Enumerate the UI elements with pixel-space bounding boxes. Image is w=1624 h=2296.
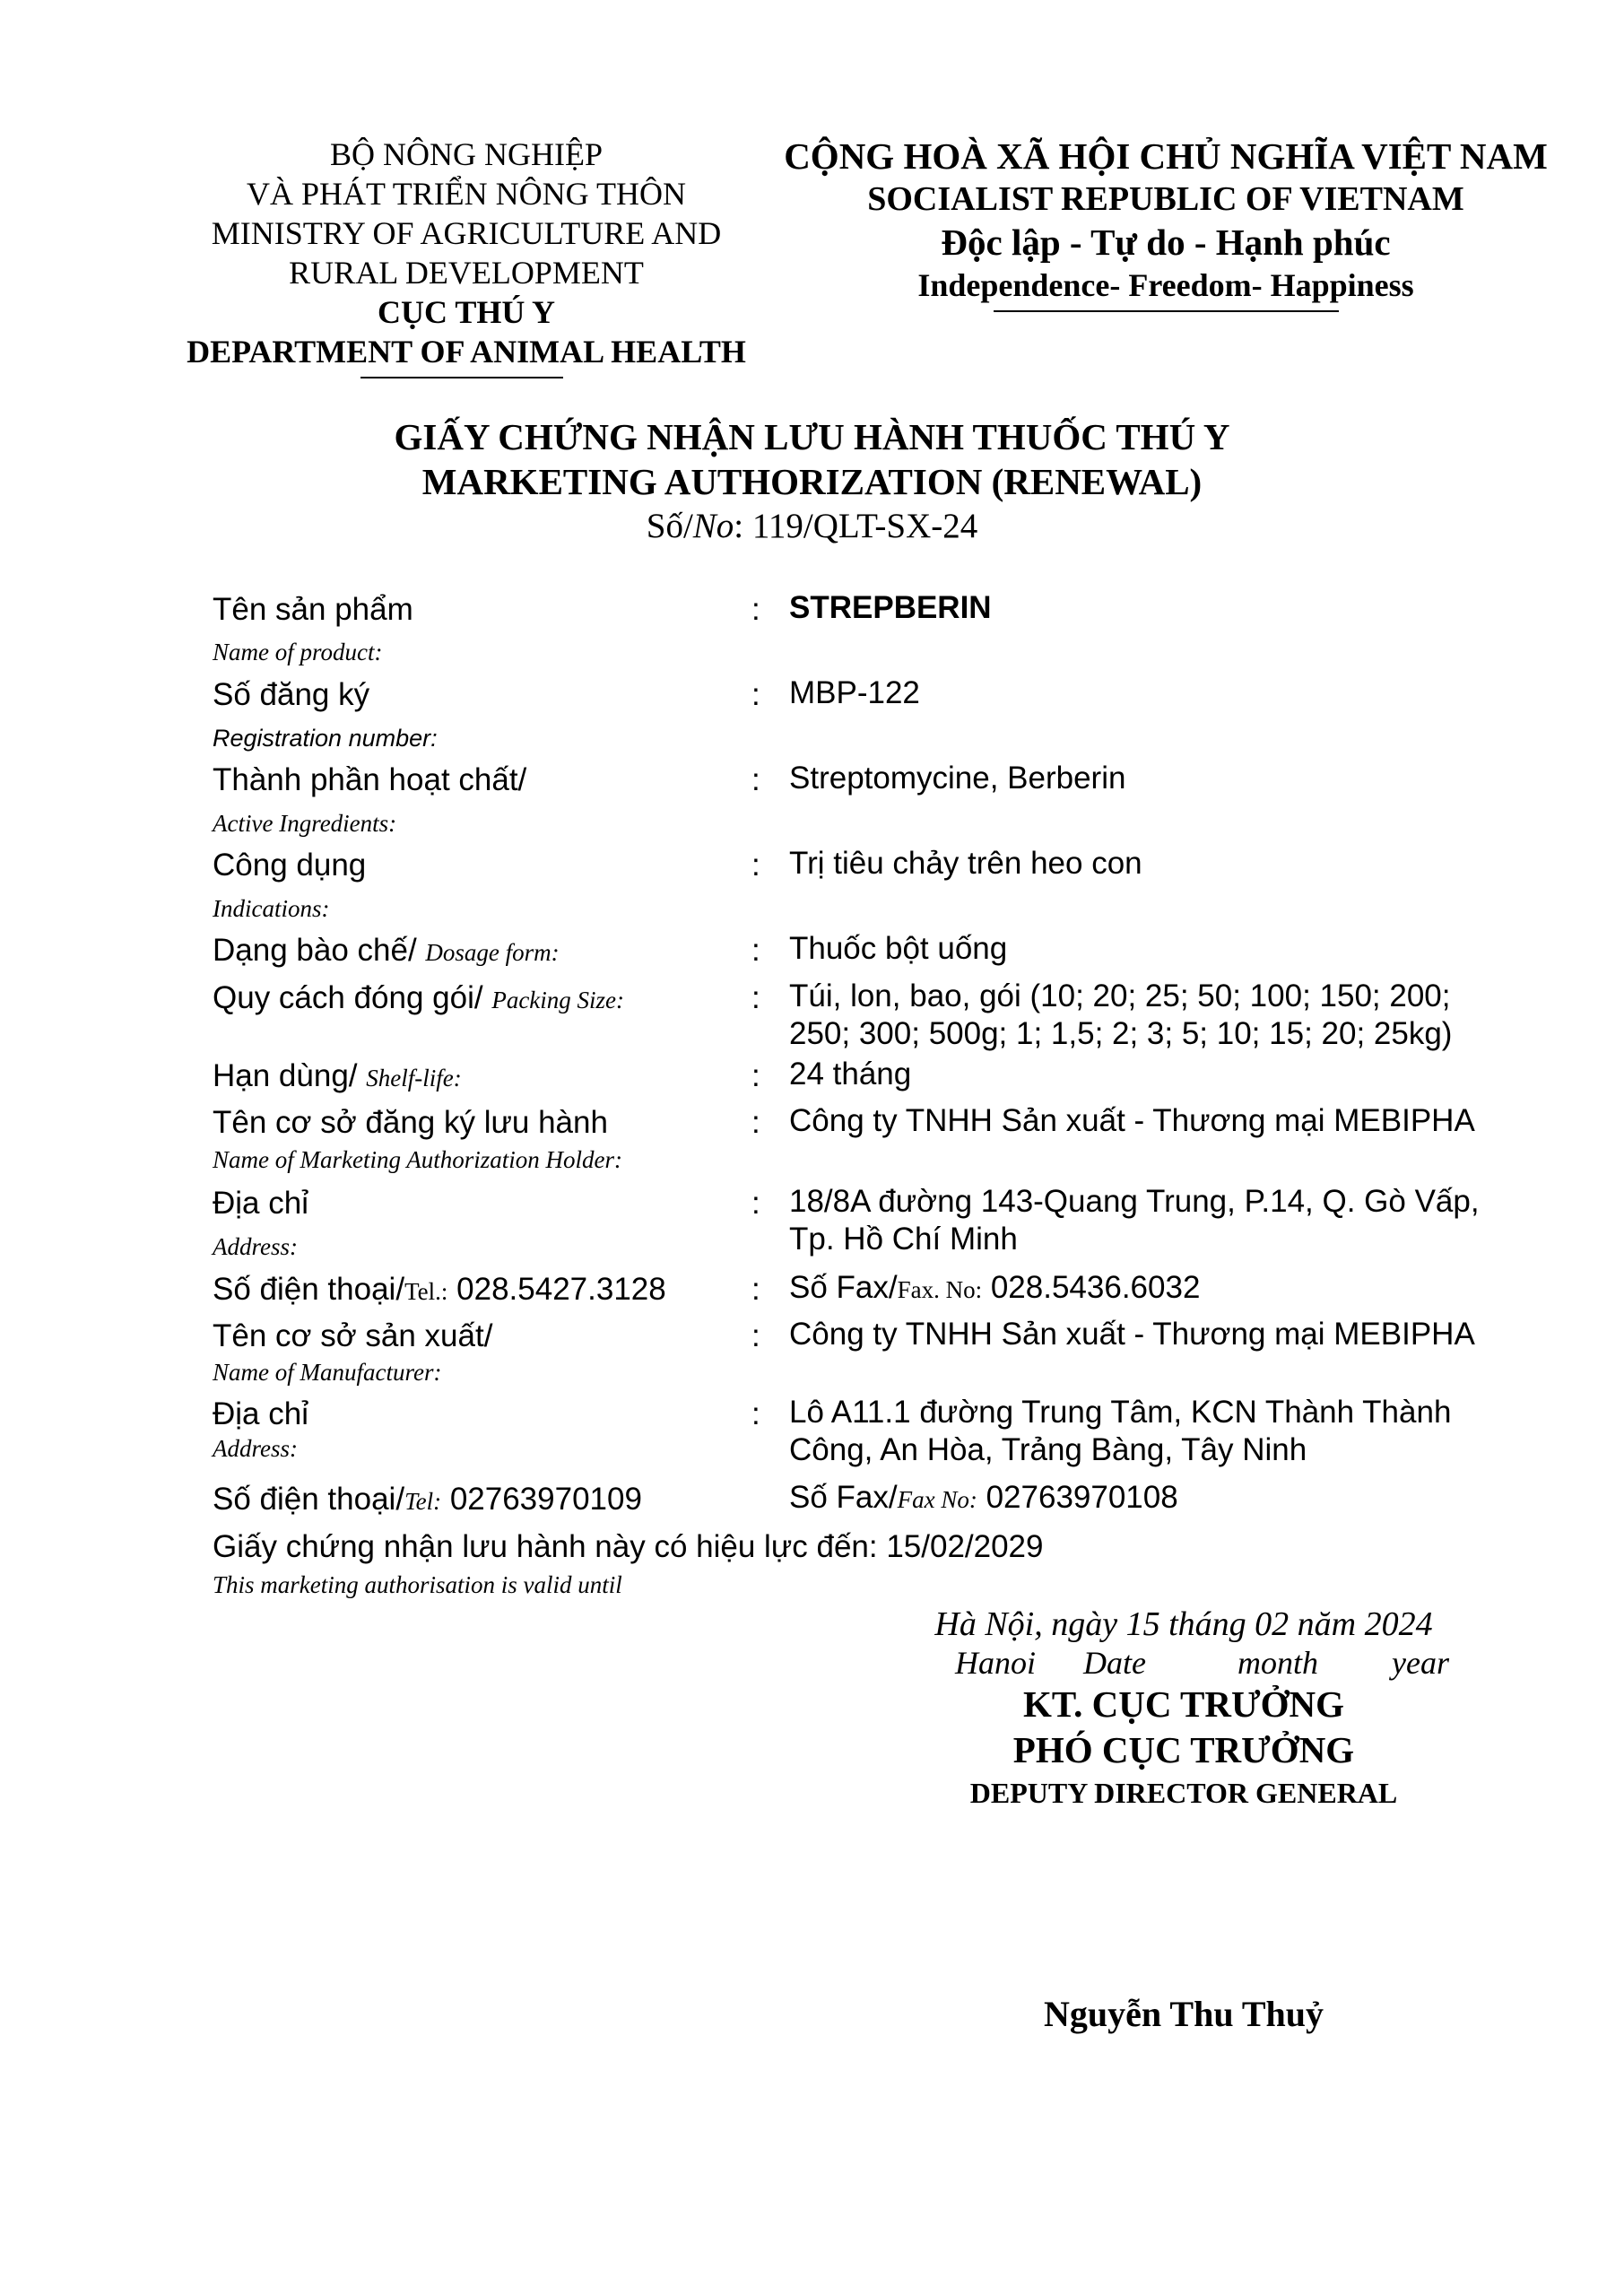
title-vi: GIẤY CHỨNG NHẬN LƯU HÀNH THUỐC THÚ Y (394, 416, 1230, 457)
motto-vi: Độc lập - Tự do - Hạnh phúc (941, 222, 1391, 263)
holder-phone-label-en: Tel.: (404, 1278, 448, 1305)
holder-phone-value: 028.5427.3128 (456, 1272, 666, 1307)
shelf-life-value: 24 tháng (789, 1057, 912, 1091)
packing-value (789, 978, 1452, 1053)
product-name-value: STREPBERIN (789, 590, 992, 625)
national-motto-block (780, 135, 1551, 307)
shelf-life-label-vi: Hạn dùng/ (213, 1058, 358, 1093)
manufacturer-phone-label-en: Tel: (404, 1488, 442, 1515)
dosage-form-value: Thuốc bột uống (789, 931, 1008, 966)
manufacturer-label: Tên cơ sở sản xuất/ (213, 1318, 493, 1353)
manufacturer-fax-label-en: Fax No: (897, 1486, 977, 1513)
holder-fax-value: 028.5436.6032 (990, 1270, 1201, 1305)
number-label-en: No (692, 507, 734, 545)
holder-fax-label-en: Fax. No: (897, 1276, 983, 1303)
holder-address-line-2: Tp. Hồ Chí Minh (789, 1222, 1018, 1257)
certificate-number (0, 504, 1624, 549)
date-en-year: year (1392, 1645, 1449, 1681)
colon: : (751, 1272, 760, 1307)
issuer-line-3: MINISTRY OF AGRICULTURE AND (211, 215, 722, 251)
registration-label: Số đăng ký (213, 677, 370, 712)
manufacturer-phone-label-vi: Số điện thoại/ (213, 1482, 405, 1517)
product-name-sublabel: Name of product: (213, 639, 383, 665)
issuer-block (161, 135, 771, 371)
dosage-form-label-vi: Dạng bào chế/ (213, 933, 417, 968)
manufacturer-address-value (789, 1394, 1451, 1469)
number-label-vi: Số/ (646, 507, 693, 545)
title-en: MARKETING AUTHORIZATION (RENEWAL) (421, 461, 1203, 502)
issue-date-vi: Hà Nội, ngày 15 tháng 02 năm 2024 (934, 1605, 1433, 1643)
issuer-line-4: RURAL DEVELOPMENT (289, 255, 644, 291)
motto-underline (994, 310, 1339, 312)
colon: : (751, 848, 760, 883)
signature-block (861, 1604, 1507, 1813)
number-value: : 119/QLT-SX-24 (734, 507, 978, 545)
packing-label-vi: Quy cách đóng gói/ (213, 980, 483, 1015)
holder-fax-label-vi: Số Fax/ (789, 1270, 898, 1305)
issuer-line-1: BỘ NÔNG NGHIỆP (330, 136, 603, 172)
holder-value: Công ty TNHH Sản xuất - Thương mại MEBIPHA (789, 1103, 1475, 1138)
packing-value-line-2: 250; 300; 500g; 1; 1,5; 2; 3; 5; 10; 15; 20; 25kg) (789, 1016, 1453, 1051)
validity-label: Giấy chứng nhận lưu hành này có hiệu lực đến: 15/02/2029 (213, 1529, 1044, 1564)
packing-value-line-1: Túi, lon, bao, gói (10; 20; 25; 50; 100; 150; 200; (789, 978, 1451, 1013)
manufacturer-value: Công ty TNHH Sản xuất - Thương mại MEBIPHA (789, 1317, 1475, 1352)
colon: : (751, 677, 760, 712)
issue-date-en (861, 1645, 1507, 1681)
manufacturer-phone-label (213, 1482, 642, 1518)
manufacturer-address-label: Địa chỉ (213, 1396, 308, 1431)
holder-address-sublabel: Address: (213, 1233, 298, 1260)
indications-sublabel: Indications: (213, 895, 330, 922)
signer-name-block (861, 1993, 1507, 2035)
issuer-underline (360, 377, 563, 378)
manufacturer-fax-value: 02763970108 (986, 1480, 1178, 1515)
date-en-month: month (1238, 1645, 1318, 1681)
indications-label: Công dụng (213, 848, 367, 883)
manufacturer-fax (789, 1479, 1178, 1518)
dosage-form-label-en: Dosage form: (425, 939, 560, 966)
holder-label: Tên cơ sở đăng ký lưu hành (213, 1105, 608, 1140)
manufacturer-address-line-1: Lô A11.1 đường Trung Tâm, KCN Thành Thành (789, 1395, 1452, 1430)
colon: : (751, 1105, 760, 1140)
signer-name: Nguyễn Thu Thuỷ (1043, 1994, 1324, 2034)
date-en-city: Hanoi (955, 1645, 1036, 1681)
ingredients-value: Streptomycine, Berberin (789, 761, 1126, 796)
colon: : (751, 1318, 760, 1353)
country-name-vi: CỘNG HOÀ XÃ HỘI CHỦ NGHĨA VIỆT NAM (784, 135, 1548, 177)
holder-fax (789, 1269, 1200, 1309)
colon: : (751, 980, 760, 1015)
colon: : (751, 762, 760, 797)
colon: : (751, 592, 760, 627)
signer-title-1: KT. CỤC TRƯỞNG (1022, 1683, 1344, 1725)
signer-title-2: PHÓ CỤC TRƯỞNG (1012, 1729, 1355, 1770)
product-name-label: Tên sản phẩm (213, 592, 413, 627)
country-name-en: SOCIALIST REPUBLIC OF VIETNAM (867, 180, 1464, 218)
issuer-department-en: DEPARTMENT OF ANIMAL HEALTH (187, 334, 746, 370)
manufacturer-sublabel: Name of Manufacturer: (213, 1359, 442, 1386)
validity-sublabel: This marketing authorisation is valid until (213, 1571, 622, 1598)
issuer-department-vi: CỤC THÚ Y (377, 294, 556, 330)
colon: : (751, 1186, 760, 1221)
shelf-life-label (213, 1058, 462, 1094)
registration-sublabel: Registration number: (213, 725, 438, 752)
packing-label-en: Packing Size: (491, 987, 625, 1013)
shelf-life-label-en: Shelf-life: (366, 1065, 462, 1091)
colon: : (751, 1396, 760, 1431)
manufacturer-address-sublabel: Address: (213, 1435, 298, 1462)
dosage-form-label (213, 933, 560, 969)
holder-phone-label (213, 1272, 666, 1308)
ingredients-sublabel: Active Ingredients: (213, 810, 397, 837)
manufacturer-address-line-2: Công, An Hòa, Trảng Bàng, Tây Ninh (789, 1432, 1307, 1467)
document-title (0, 414, 1624, 549)
holder-sublabel: Name of Marketing Authorization Holder: (213, 1146, 622, 1173)
colon: : (751, 1058, 760, 1093)
signer-title-en: DEPUTY DIRECTOR GENERAL (969, 1777, 1398, 1809)
holder-address-label: Địa chỉ (213, 1186, 308, 1221)
manufacturer-fax-label-vi: Số Fax/ (789, 1480, 898, 1515)
manufacturer-phone-value: 02763970109 (449, 1482, 642, 1517)
ingredients-label: Thành phần hoạt chất/ (213, 762, 527, 797)
motto-en: Independence- Freedom- Happiness (917, 267, 1414, 303)
holder-phone-label-vi: Số điện thoại/ (213, 1272, 405, 1307)
holder-address-line-1: 18/8A đường 143-Quang Trung, P.14, Q. Gò Vấp, (789, 1184, 1480, 1219)
issuer-line-2: VÀ PHÁT TRIỂN NÔNG THÔN (246, 176, 686, 212)
packing-label (213, 980, 624, 1016)
indications-value: Trị tiêu chảy trên heo con (789, 846, 1142, 881)
holder-address-value (789, 1183, 1480, 1258)
date-en-date: Date (1083, 1645, 1146, 1681)
registration-value: MBP-122 (789, 675, 920, 710)
colon: : (751, 933, 760, 968)
